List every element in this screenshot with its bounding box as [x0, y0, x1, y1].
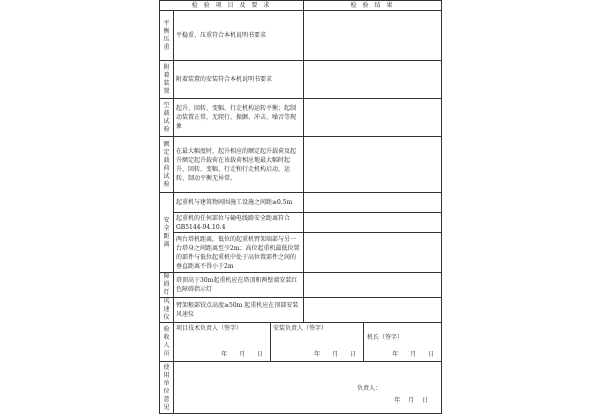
- category-cell: 空载试验: [160, 99, 174, 137]
- user-signer-label: 负责人：: [357, 385, 382, 392]
- result-cell[interactable]: [304, 213, 442, 233]
- table-row: [160, 11, 442, 61]
- requirement-cell: 起重机与建筑物间围施工设施之间距≥0.5m: [174, 193, 304, 213]
- requirement-cell: 起重机的任何部位与输电线路安全距离符合GB5144-94.10.4: [174, 213, 304, 233]
- requirement-cell: 平稳重、压重符合本机说明书要求: [174, 11, 304, 61]
- result-cell[interactable]: [304, 273, 442, 298]
- requirement-cell: 塔顶高于30m起重机应在塔顶和两壁端安装红色障碍指示灯: [174, 273, 304, 298]
- safety-lead-signature[interactable]: 安装负责人（签字） 年 月 日: [270, 323, 363, 361]
- result-cell[interactable]: [304, 298, 442, 323]
- requirement-cell: 臂架根部铰点高度≥50m 起重机应在顶部安装风速仪: [174, 298, 304, 323]
- table-row: [160, 213, 442, 233]
- requirement-cell: 两台塔机距离，低位的起重机臂架端部与另一台塔身之间距离至少2m；高位起重机最低位置的部件与低位起重机中处于高位置部件之间的垂直距离不得小于2m: [174, 233, 304, 273]
- category-cell: 附着装置: [160, 61, 174, 99]
- category-cell: 额定载荷试验: [160, 137, 174, 193]
- result-cell[interactable]: [304, 137, 442, 193]
- requirement-cell: 附着装置的安装符合本机说明书要求: [174, 61, 304, 99]
- result-cell[interactable]: [304, 61, 442, 99]
- category-cell: 使用单位意见: [160, 362, 174, 414]
- requirement-cell: 在最大幅度时，起升相应的额定起升载荷及起升额定起升载荷在该载荷相应地最大幅时起升、回转、变幅、行走和行走机构启动、运转、制动平衡无异常。: [174, 137, 304, 193]
- inspection-form: [159, 0, 441, 411]
- table-row: [160, 61, 442, 99]
- table-row: [160, 137, 442, 193]
- header-row: [160, 1, 442, 11]
- acceptance-row: [160, 323, 442, 362]
- header-results: 检 验 结 果: [304, 1, 442, 11]
- acceptance-signatures: [174, 323, 442, 362]
- category-cell: 验收人员: [160, 323, 174, 362]
- inspection-table: [159, 0, 442, 414]
- result-cell[interactable]: [304, 99, 442, 137]
- user-opinion-row: [160, 362, 442, 414]
- result-cell[interactable]: [304, 193, 442, 213]
- category-cell: 风速仪: [160, 298, 174, 323]
- captain-signature[interactable]: 机长（签字） 年 月 日: [363, 323, 441, 361]
- result-cell[interactable]: [304, 11, 442, 61]
- table-row: [160, 298, 442, 323]
- category-cell: 平衡压重: [160, 11, 174, 61]
- requirement-cell: 起升、回转、变幅、行走机构运转平衡；起制动装置正常，无爬行、振颤、冲击、噪音等现象: [174, 99, 304, 137]
- table-row: [160, 233, 442, 273]
- tech-lead-signature[interactable]: 项目技术负责人（签字） 年 月 日: [176, 325, 266, 358]
- user-opinion-date: 年 月 日: [394, 397, 432, 404]
- table-row: [160, 193, 442, 213]
- table-row: [160, 273, 442, 298]
- header-items: 检 验 项 目 及 要 求: [160, 1, 304, 11]
- user-opinion-cell[interactable]: [174, 362, 442, 414]
- result-cell[interactable]: [304, 233, 442, 273]
- category-cell: 障碍灯: [160, 273, 174, 298]
- category-cell: 安全距离: [160, 193, 174, 273]
- table-row: [160, 99, 442, 137]
